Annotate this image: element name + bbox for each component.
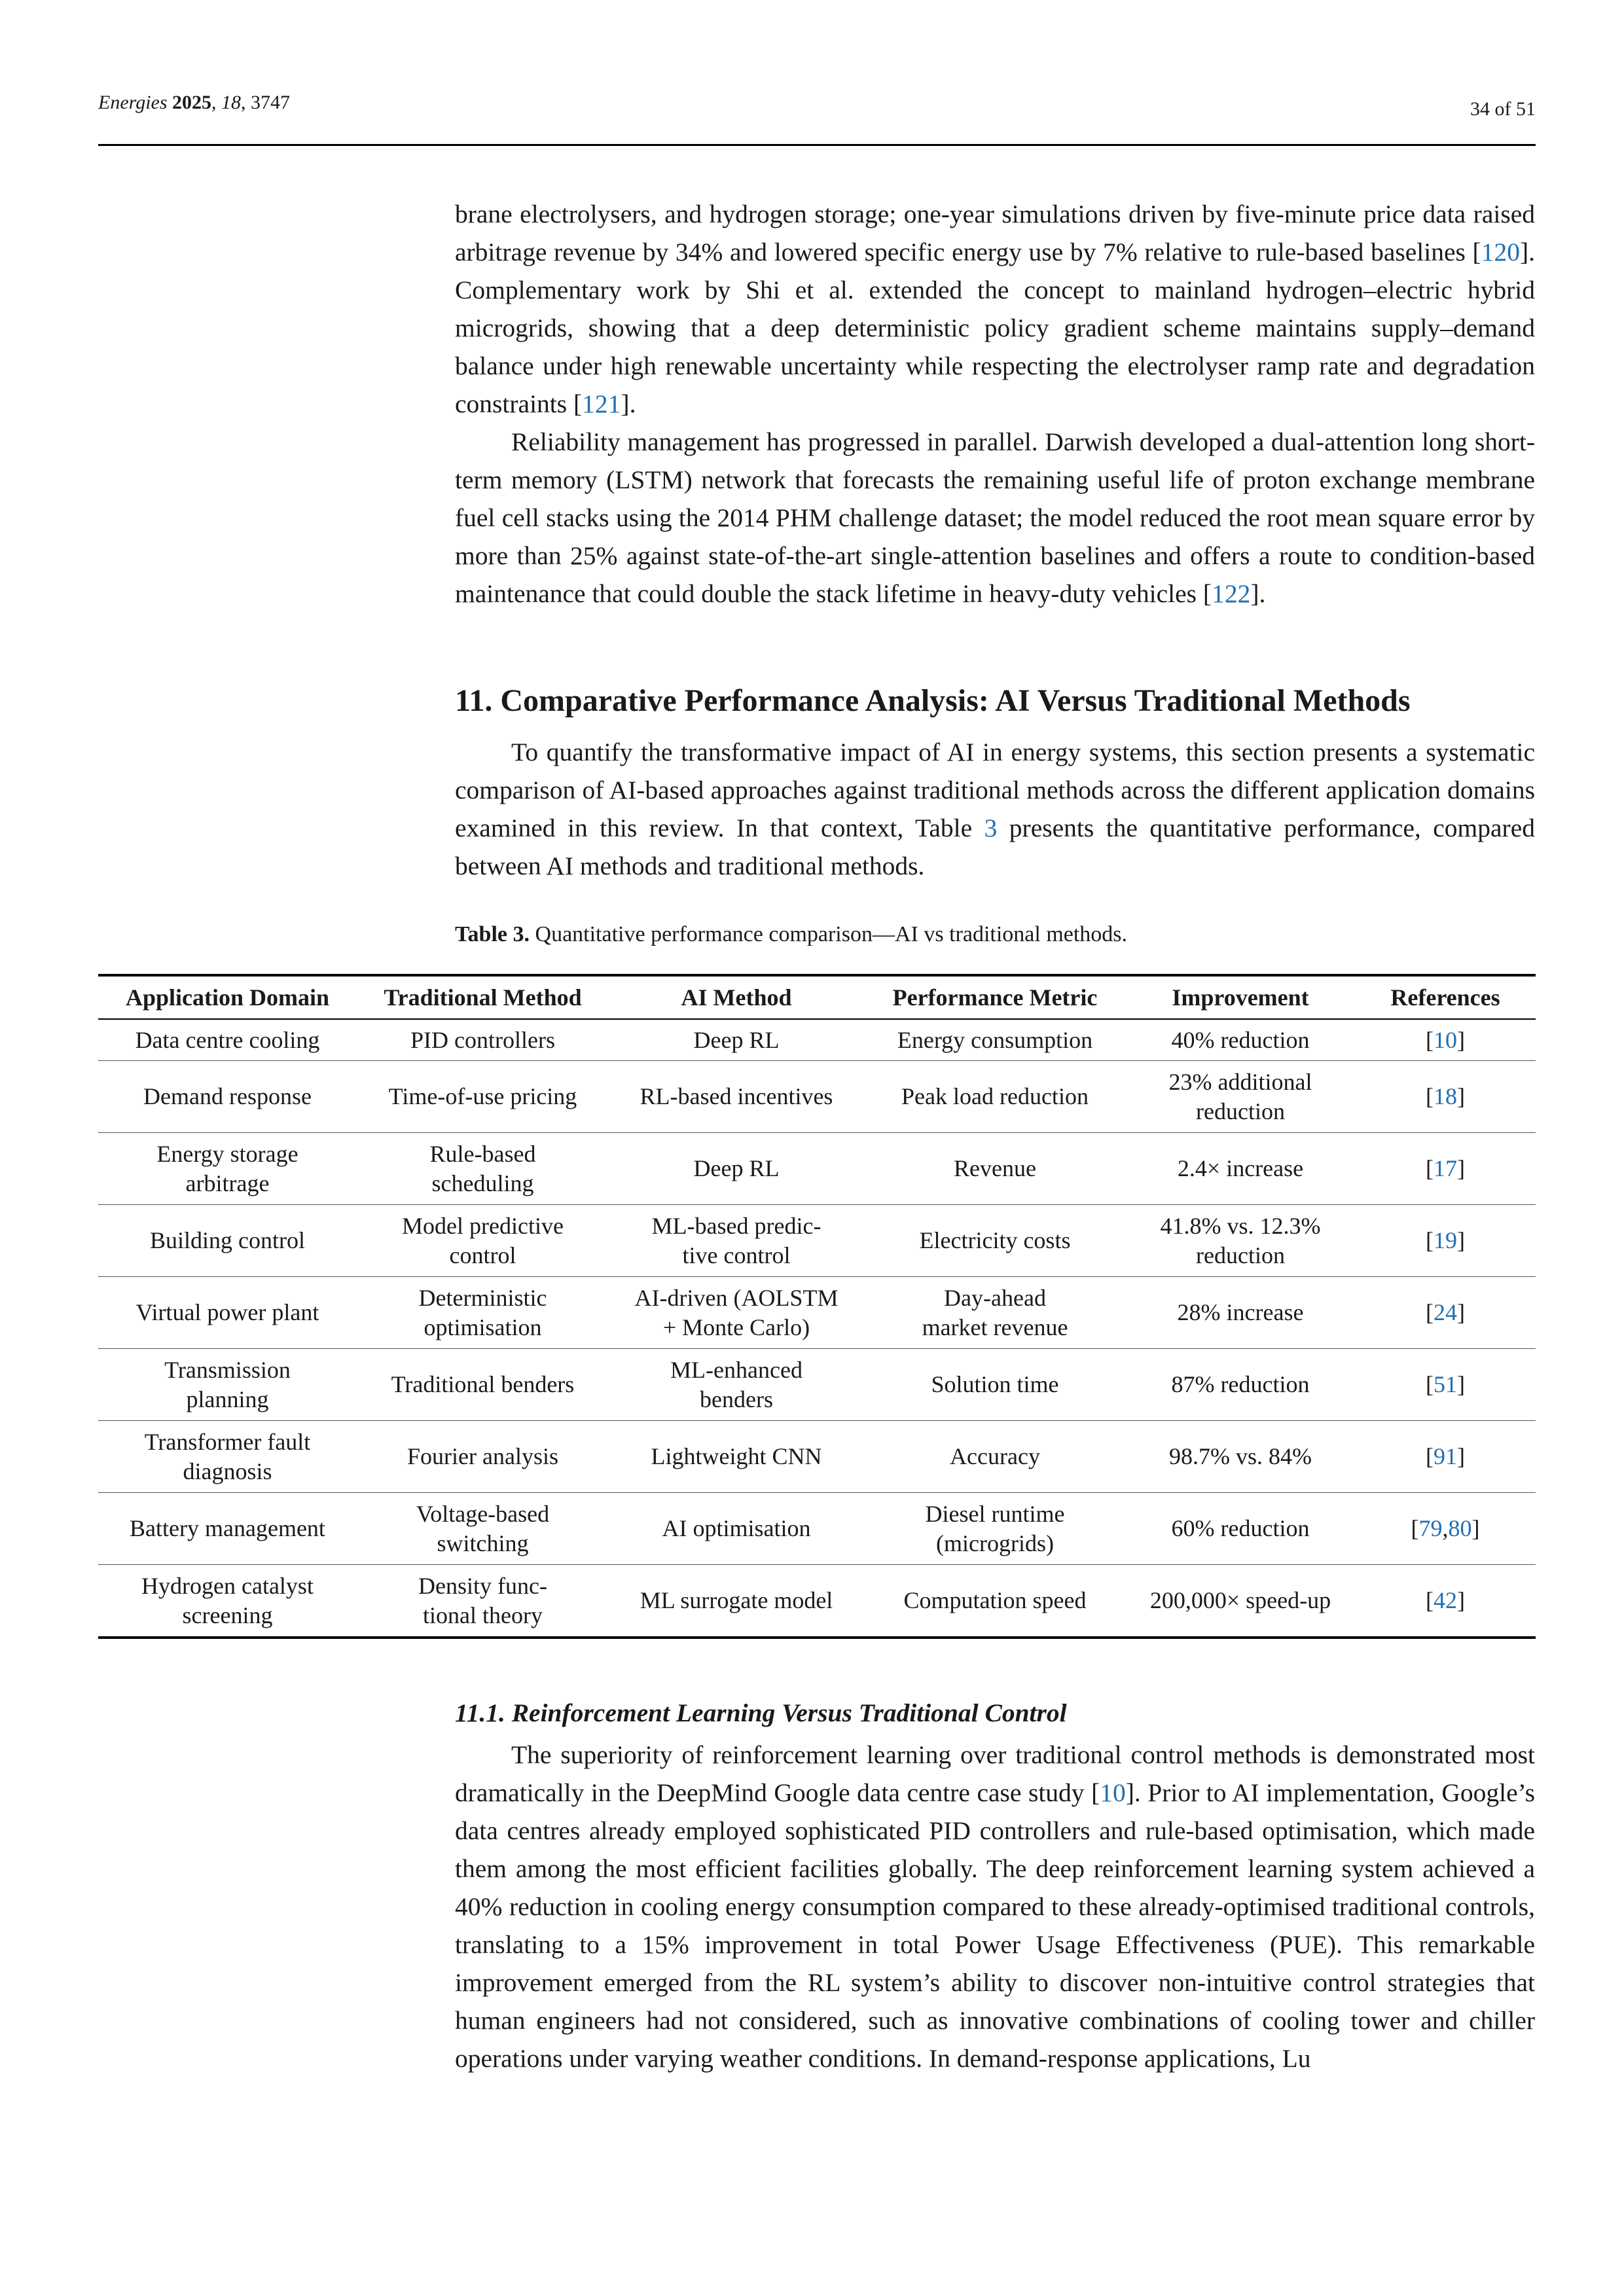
column-header: Traditional Method	[384, 984, 582, 1011]
citation-link[interactable]: 51	[1434, 1371, 1457, 1397]
table-cell: Revenue	[954, 1155, 1036, 1181]
journal-volume: 18	[221, 92, 242, 113]
table-cell: ML-based predic- tive control	[651, 1212, 821, 1268]
table-cell-references: [24]	[1426, 1299, 1465, 1325]
table-cell: RL-based incentives	[640, 1083, 833, 1109]
table-cell: Computation speed	[903, 1587, 1087, 1613]
journal-year: 2025	[172, 92, 212, 113]
column-header: Improvement	[1172, 984, 1309, 1011]
table-cell-references: [10]	[1426, 1026, 1465, 1053]
table-row	[98, 1133, 1536, 1205]
table-cell-references: [18]	[1426, 1083, 1465, 1109]
citation-link[interactable]: 19	[1434, 1227, 1457, 1253]
citation-link[interactable]: 122	[1212, 579, 1251, 608]
citation-link[interactable]: 10	[1434, 1026, 1457, 1053]
table-cell: Transformer fault diagnosis	[144, 1428, 311, 1484]
table-caption	[455, 920, 1535, 950]
citation-link[interactable]: 79	[1418, 1515, 1443, 1541]
table-cell: Fourier analysis	[407, 1443, 558, 1469]
table-row	[98, 1421, 1536, 1493]
citation-link[interactable]: 80	[1448, 1515, 1472, 1541]
table-cell: 98.7% vs. 84%	[1169, 1443, 1312, 1469]
table-row	[98, 1565, 1536, 1638]
body-paragraph: Reliability management has progressed in parallel. Darwish developed a dual-attention long short-term memory (LSTM) network that forecasts the remaining useful life of proton exchange membrane fuel cell stacks using the 2014 PHM challenge dataset; the model reduced the root mean square error by more than 25% against state-of-the-art single-attention baselines and offers a route to condition-based maintenance that could double the stack lifetime in heavy-duty vehicles [122].	[455, 427, 1535, 608]
citation-link[interactable]: 42	[1434, 1587, 1457, 1613]
table-cell: 23% additional reduction	[1168, 1068, 1312, 1124]
table-cell: 41.8% vs. 12.3% reduction	[1160, 1212, 1321, 1268]
citation-link[interactable]: 18	[1434, 1083, 1457, 1109]
section-heading: 11. Comparative Performance Analysis: AI Versus Traditional Methods	[455, 683, 1411, 718]
table-cell: Battery management	[130, 1515, 325, 1541]
table-cell: AI-driven (AOLSTM + Monte Carlo)	[634, 1284, 839, 1340]
table-cell: Electricity costs	[919, 1227, 1071, 1253]
body-paragraph: brane electrolysers, and hydrogen storage; one-year simulations driven by five-minute price data raised arbitrage revenue by 34% and lowered specific energy use by 7% relative to rule-based baselines [120]. Complementary work by Shi et al. extended the concept to mainland hydrogen–electric hybrid microgrids, showing that a deep deterministic policy gradient scheme maintains supply–demand balance under high renewable uncertainty while respecting the electrolyser ramp rate and degradation constraints [121].	[455, 200, 1535, 418]
table-row	[98, 1205, 1536, 1277]
column-header: AI Method	[681, 984, 792, 1011]
citation-link[interactable]: 10	[1100, 1778, 1126, 1807]
citation-link[interactable]: 17	[1434, 1155, 1457, 1181]
journal-citation: Energies 2025, 18, 3747	[98, 92, 291, 113]
table-cell: Accuracy	[950, 1443, 1040, 1469]
table-cell-references: [51]	[1426, 1371, 1465, 1397]
table-cell: Day-ahead market revenue	[922, 1284, 1068, 1340]
table-row	[98, 1019, 1536, 1061]
table-cell-references: [79,80]	[1411, 1515, 1480, 1541]
table-cell: Building control	[150, 1227, 305, 1253]
table-cell: 2.4× increase	[1177, 1155, 1304, 1181]
subsection-text	[455, 1736, 1535, 2077]
table-cell: 60% reduction	[1171, 1515, 1310, 1541]
table-cell: Deterministic optimisation	[418, 1284, 547, 1340]
citation-link[interactable]: 121	[582, 389, 621, 418]
table-cell-references: [17]	[1426, 1155, 1465, 1181]
table-caption-label: Table 3.	[455, 922, 530, 946]
table-cell: Deep RL	[693, 1155, 780, 1181]
table-cell: 40% reduction	[1171, 1026, 1310, 1053]
table-cell: PID controllers	[410, 1026, 555, 1053]
intro-text-block	[455, 195, 1535, 613]
table-cell: ML surrogate model	[640, 1587, 833, 1613]
table-cell: AI optimisation	[662, 1515, 811, 1541]
citation-link[interactable]: 24	[1434, 1299, 1457, 1325]
table-header-row	[98, 975, 1536, 1019]
table-cell-references: [91]	[1426, 1443, 1465, 1469]
table-cell: Hydrogen catalyst screening	[141, 1572, 314, 1628]
column-header: Performance Metric	[892, 984, 1098, 1011]
column-header: Application Domain	[125, 984, 330, 1011]
table-cell: Demand response	[143, 1083, 312, 1109]
table-cell: Peak load reduction	[901, 1083, 1089, 1109]
table-cell: Solution time	[931, 1371, 1059, 1397]
table-cell: 200,000× speed-up	[1149, 1587, 1331, 1613]
table-row	[98, 1493, 1536, 1565]
table-cell: Deep RL	[693, 1026, 780, 1053]
table-cell-references: [19]	[1426, 1227, 1465, 1253]
table-row	[98, 1277, 1536, 1349]
body-paragraph: To quantify the transformative impact of AI in energy systems, this section presents a systematic comparison of AI-based approaches against traditional methods across the different application domains examined in this review. In that context, Table 3 presents the quantitative performance, compared between AI methods and traditional methods.	[455, 738, 1535, 880]
article-number: 3747	[251, 92, 291, 113]
section-intro-text	[455, 733, 1535, 885]
page-header	[98, 92, 1536, 146]
body-paragraph: The superiority of reinforcement learning over traditional control methods is demonstrated most dramatically in the DeepMind Google data centre case study [10]. Prior to AI implementation, Google’s data centres already employed sophisticated PID controllers and rule-based optimisation, which made them among the most efficient facilities globally. The deep reinforcement learning system achieved a 40% reduction in cooling energy consumption compared to these already-optimised traditional controls, translating to a 15% improvement in total Power Usage Effectiveness (PUE). This remarkable improvement emerged from the RL system’s ability to discover non-intuitive control strategies that human engineers had not considered, such as innovative combinations of cooling tower and chiller operations under varying weather conditions. In demand-response applications, Lu	[455, 1740, 1535, 2073]
table-cell: Diesel runtime (microgrids)	[925, 1500, 1065, 1556]
subsection-heading: 11.1. Reinforcement Learning Versus Traditional Control	[455, 1698, 1067, 1727]
table-header	[98, 975, 1536, 1019]
table-cell: 28% increase	[1177, 1299, 1304, 1325]
journal-name: Energies	[98, 92, 168, 113]
table-cell: Virtual power plant	[135, 1299, 319, 1325]
table-row	[98, 1061, 1536, 1133]
performance-comparison-table	[98, 974, 1536, 1639]
table-row	[98, 1349, 1536, 1421]
table-cell: Transmission planning	[164, 1356, 291, 1412]
table-cell: ML-enhanced benders	[670, 1356, 803, 1412]
table-cell: Time-of-use pricing	[388, 1083, 577, 1109]
table-cell: Traditional benders	[391, 1371, 575, 1397]
page-number: 34 of 51	[1470, 98, 1536, 120]
column-header: References	[1390, 984, 1500, 1011]
table-body	[98, 1019, 1536, 1638]
table-cell: Data centre cooling	[135, 1026, 320, 1053]
table-cell: Model predictive control	[402, 1212, 564, 1268]
table-cell: Density func- tional theory	[418, 1572, 547, 1628]
table-cell: Rule-based scheduling	[429, 1140, 536, 1196]
citation-link[interactable]: 91	[1434, 1443, 1457, 1469]
citation-link[interactable]: 120	[1481, 238, 1520, 266]
table-cell: Lightweight CNN	[651, 1443, 822, 1469]
table-cell-references: [42]	[1426, 1587, 1465, 1613]
table-cell: 87% reduction	[1171, 1371, 1310, 1397]
table-cell: Energy consumption	[897, 1026, 1093, 1053]
citation-link[interactable]: 3	[984, 814, 998, 842]
table-caption-text: Quantitative performance comparison—AI vs traditional methods.	[530, 922, 1128, 946]
table-cell: Voltage-based switching	[416, 1500, 550, 1556]
table-cell: Energy storage arbitrage	[156, 1140, 298, 1196]
